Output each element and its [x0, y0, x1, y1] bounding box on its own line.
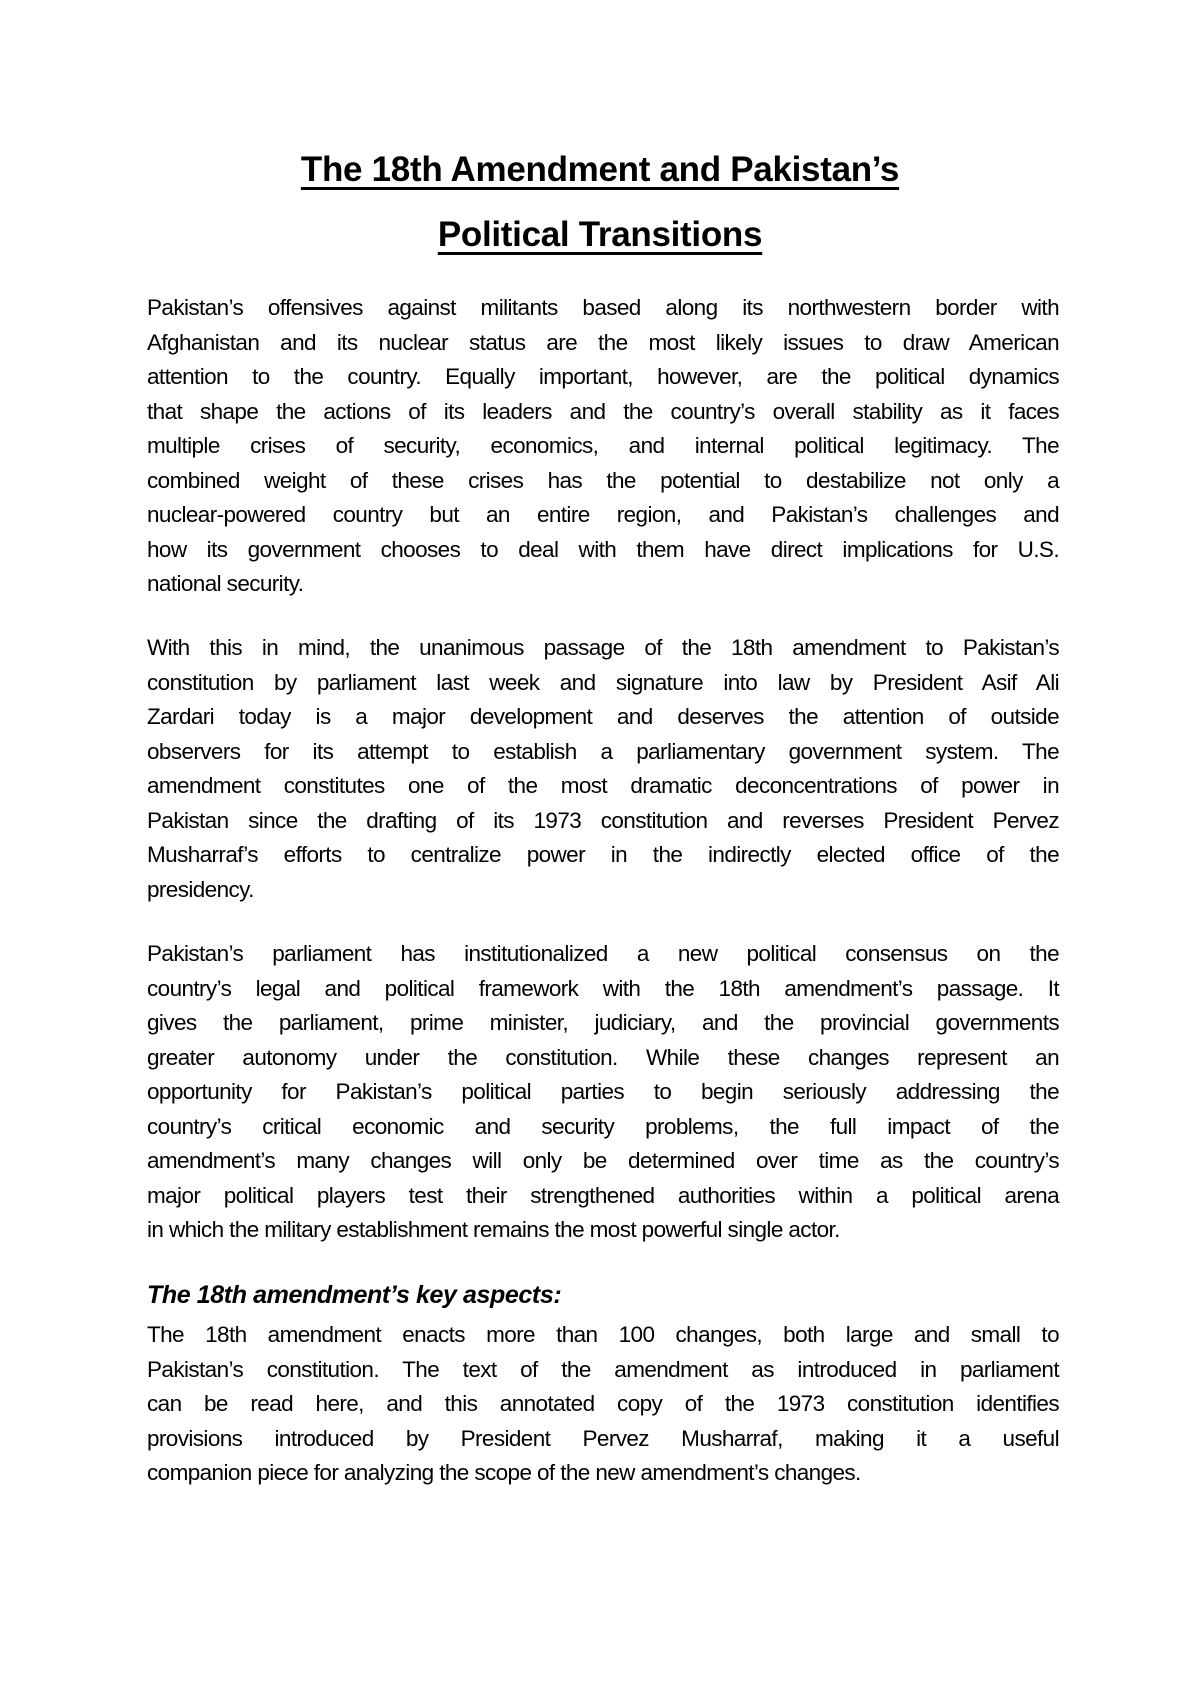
paragraph-line: amendment constitutes one of the most dramatic deconcentrations of power in — [147, 773, 1059, 798]
section-subheading: The 18th amendment’s key aspects: — [147, 1281, 562, 1309]
paragraph-line: combined weight of these crises has the potential to destabilize not only a — [147, 467, 1059, 493]
paragraph-line: opportunity for Pakistan’s political parties to begin seriously addressing the — [147, 1079, 1059, 1104]
paragraph-key-aspects — [147, 1318, 1059, 1491]
paragraph-1 — [147, 291, 1059, 602]
paragraph-line: Afghanistan and its nuclear status are the most likely issues to draw American — [147, 329, 1059, 355]
paragraph-line: Zardari today is a major development and deserves the attention of outside — [147, 704, 1059, 729]
paragraph-3 — [147, 937, 1059, 1248]
paragraph-2 — [147, 631, 1059, 907]
paragraph-line: The 18th amendment enacts more than 100 changes, both large and small to — [147, 1322, 1059, 1347]
paragraph-line: that shape the actions of its leaders and the country’s overall stability as it faces — [147, 398, 1059, 424]
paragraph-line: in which the military establishment remains the most powerful single actor. — [147, 1217, 840, 1242]
document-title-line-1 — [0, 150, 1200, 190]
paragraph-line: With this in mind, the unanimous passage of the 18th amendment to Pakistan’s — [147, 635, 1059, 660]
paragraph-line: major political players test their strengthened authorities within a political arena — [147, 1182, 1059, 1208]
paragraph-line: national security. — [147, 571, 304, 596]
paragraph-line: Pakistan’s offensives against militants based along its northwestern border with — [147, 295, 1059, 320]
paragraph-line: provisions introduced by President Pervez Musharraf, making it a useful — [147, 1425, 1059, 1451]
paragraph-line: Pakistan’s constitution. The text of the amendment as introduced in parliament — [147, 1356, 1059, 1382]
paragraph-line: multiple crises of security, economics, and internal political legitimacy. The — [147, 433, 1059, 458]
paragraph-line: country’s legal and political framework with the 18th amendment’s passage. It — [147, 975, 1059, 1001]
title-text-1: The 18th Amendment and Pakistan’s — [300, 150, 900, 189]
paragraph-line: gives the parliament, prime minister, judiciary, and the provincial governments — [147, 1010, 1059, 1035]
paragraph-line: Pakistan’s parliament has institutionalized a new political consensus on the — [147, 941, 1059, 966]
paragraph-line: Musharraf’s efforts to centralize power in the indirectly elected office of the — [147, 842, 1059, 867]
paragraph-line: attention to the country. Equally important, however, are the political dynamics — [147, 364, 1059, 389]
paragraph-line: Pakistan since the drafting of its 1973 constitution and reverses President Pervez — [147, 807, 1059, 833]
paragraph-line: presidency. — [147, 876, 254, 902]
paragraph-line: greater autonomy under the constitution. While these changes represent an — [147, 1044, 1059, 1070]
paragraph-line: constitution by parliament last week and signature into law by President Asif Ali — [147, 669, 1059, 695]
paragraph-line: amendment’s many changes will only be determined over time as the country’s — [147, 1148, 1059, 1173]
paragraph-line: companion piece for analyzing the scope of the new amendment’s changes. — [147, 1460, 861, 1485]
title-text-2: Political Transitions — [437, 215, 763, 254]
paragraph-line: observers for its attempt to establish a parliamentary government system. The — [147, 738, 1059, 764]
paragraph-line: country’s critical economic and security problems, the full impact of the — [147, 1113, 1059, 1139]
document-title-line-2 — [0, 215, 1200, 255]
paragraph-line: nuclear-powered country but an entire region, and Pakistan’s challenges and — [147, 502, 1059, 527]
paragraph-line: can be read here, and this annotated copy of the 1973 constitution identifies — [147, 1391, 1059, 1416]
paragraph-line: how its government chooses to deal with them have direct implications for U.S. — [147, 536, 1059, 562]
